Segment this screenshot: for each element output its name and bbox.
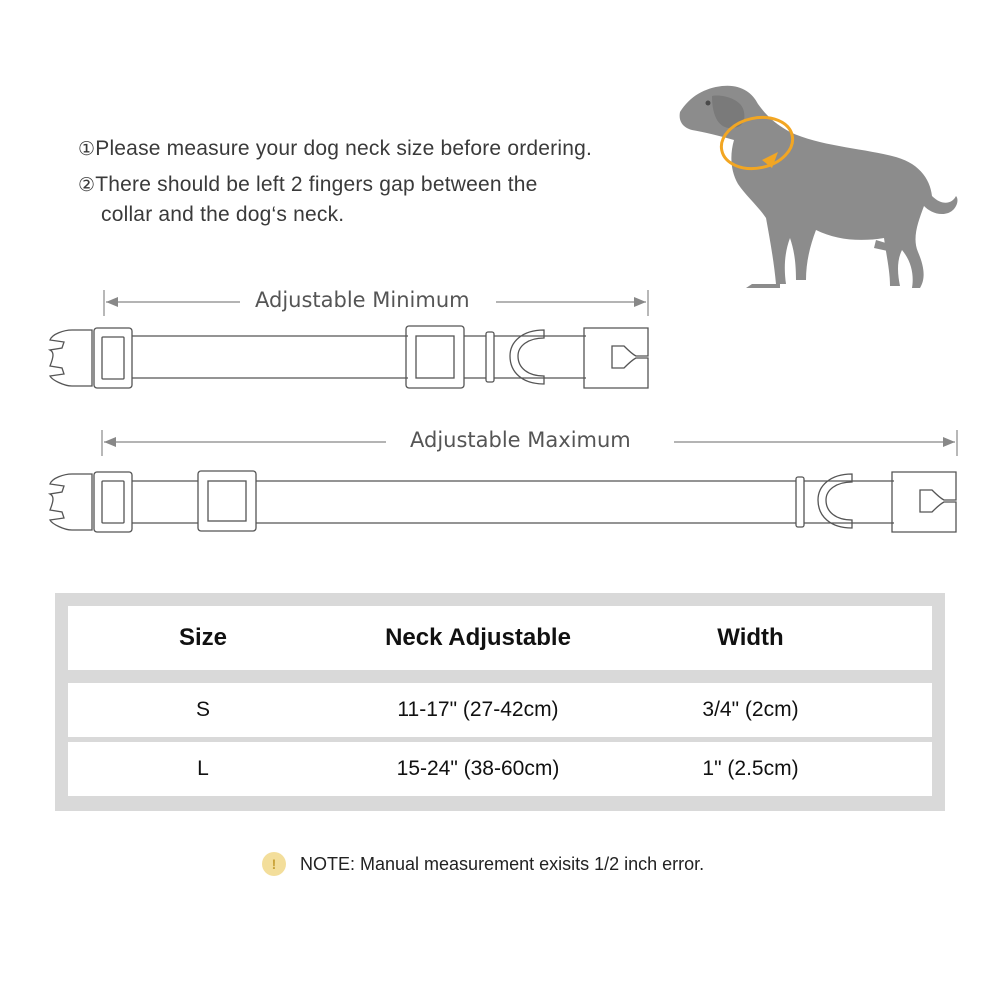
dog-illustration	[680, 86, 958, 288]
adjustable-minimum-label: Adjustable Minimum	[243, 288, 482, 312]
size-cell: L	[197, 757, 209, 780]
header-size: Size	[178, 624, 228, 651]
table-header-row	[68, 606, 932, 670]
instruction-2-number: ②	[78, 174, 96, 196]
header-neck-adjustable: Neck Adjustable	[385, 624, 571, 651]
measurement-note	[262, 852, 704, 876]
instruction-2-continued: collar and the dog‘s neck.	[101, 203, 345, 226]
collar-minimum	[50, 326, 648, 388]
collar-maximum	[50, 471, 956, 532]
width-cell: 1" (2.5cm)	[702, 757, 799, 780]
size-table	[55, 593, 945, 811]
note-text: NOTE: Manual measurement exisits 1/2 inch error.	[300, 853, 705, 874]
instruction-1-text: Please measure your dog neck size before ordering.	[95, 137, 593, 160]
table-row	[68, 742, 932, 796]
instruction-1-number: ①	[78, 138, 96, 160]
neck-cell: 11-17" (27-42cm)	[397, 698, 559, 721]
header-width: Width	[717, 624, 784, 651]
table-row	[68, 683, 932, 737]
warning-icon: !	[262, 852, 286, 876]
size-cell: S	[195, 698, 210, 721]
width-cell: 3/4" (2cm)	[702, 698, 799, 721]
instruction-2-text: There should be left 2 fingers gap between the	[95, 173, 538, 196]
neck-cell: 15-24" (38-60cm)	[396, 757, 560, 780]
adjustable-maximum-label: Adjustable Maximum	[398, 428, 643, 452]
